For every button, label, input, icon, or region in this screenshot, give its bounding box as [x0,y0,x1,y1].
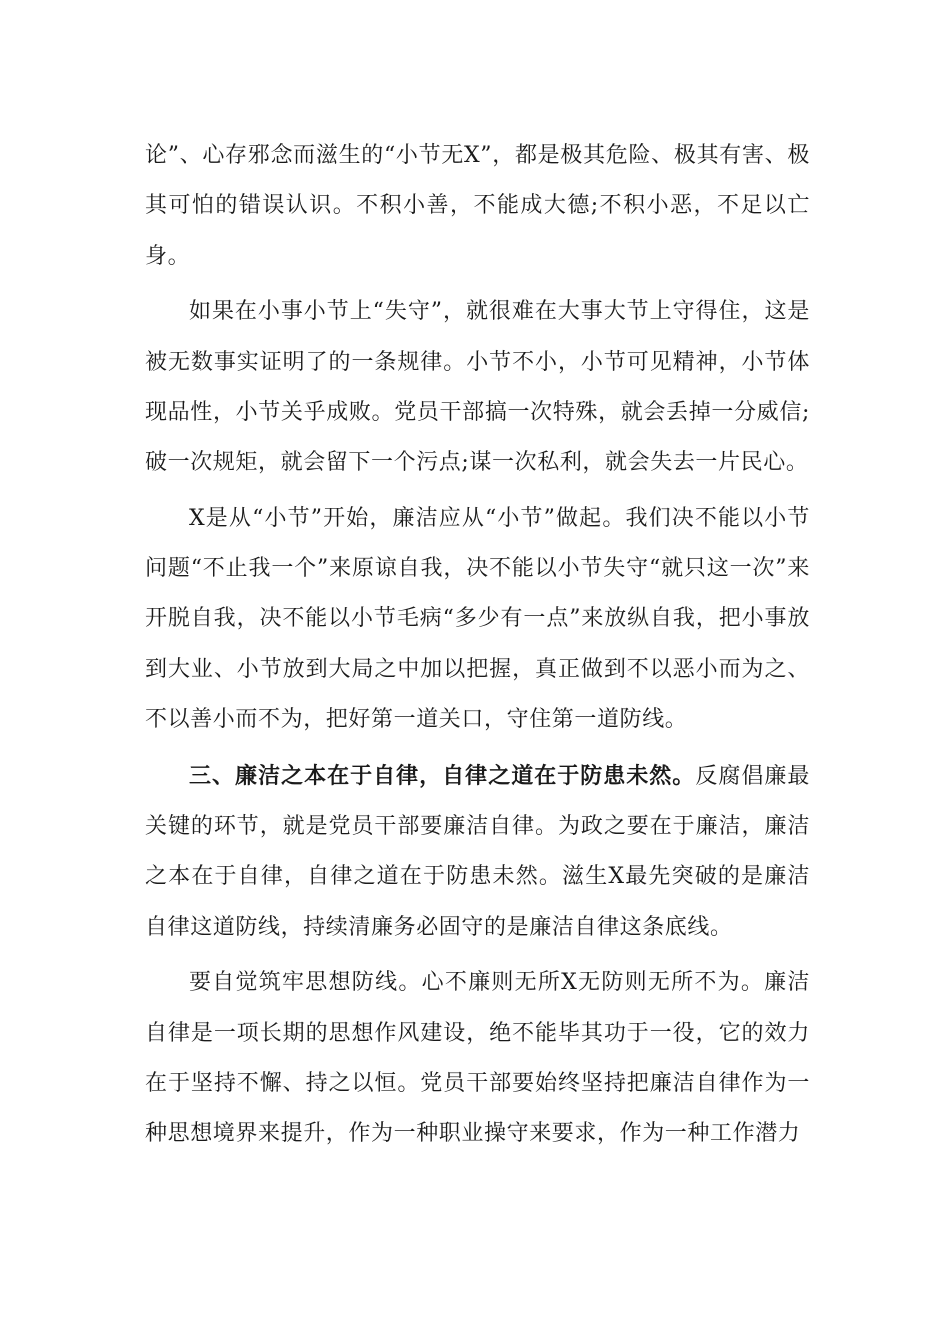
paragraph-4-text: 反腐倡廉最关键的环节，就是党员干部要廉洁自律。为政之要在于廉洁，廉洁之本在于自律，自律之道在于防患未然。滋生X最先突破的是廉洁自律这道防线，持续清廉务必固守的是廉洁自律这条底线。 [145,763,810,940]
document-body [145,131,810,1165]
section-heading: 三、廉洁之本在于自律，自律之道在于防患未然。 [189,762,696,789]
paragraph-5: 要自觉筑牢思想防线。心不廉则无所X无防则无所不为。廉洁自律是一项长期的思想作风建设，绝不能毕其功于一役，它的效力在于坚持不懈、持之以恒。党员干部要始终坚持把廉洁自律作为一种思想境界来提升，作为一种职业操守来要求，作为一种工作潜力 [145,970,810,1147]
paragraph-2: 如果在小事小节上“失守”，就很难在大事大节上守得住，这是被无数事实证明了的一条规律。小节不小，小节可见精神，小节体现品性，小节关乎成败。党员干部搞一次特殊，就会丢掉一分威信;破一次规矩，就会留下一个污点;谋一次私利，就会失去一片民心。 [145,299,810,476]
paragraph-3: X是从“小节”开始，廉洁应从“小节”做起。我们决不能以小节问题“不止我一个”来原谅自我，决不能以小节失守“就只这一次”来开脱自我，决不能以小节毛病“多少有一点”来放纵自我，把小事放到大业、小节放到大局之中加以把握，真正做到不以恶小而为之、不以善小而不为，把好第一道关口，守住第一道防线。 [145,505,810,733]
paragraph-1: 论”、心存邪念而滋生的“小节无X”，都是极其危险、极其有害、极其可怕的错误认识。不积小善，不能成大德;不积小恶，不足以亡身。 [145,143,810,269]
paragraph-4 [145,751,810,953]
